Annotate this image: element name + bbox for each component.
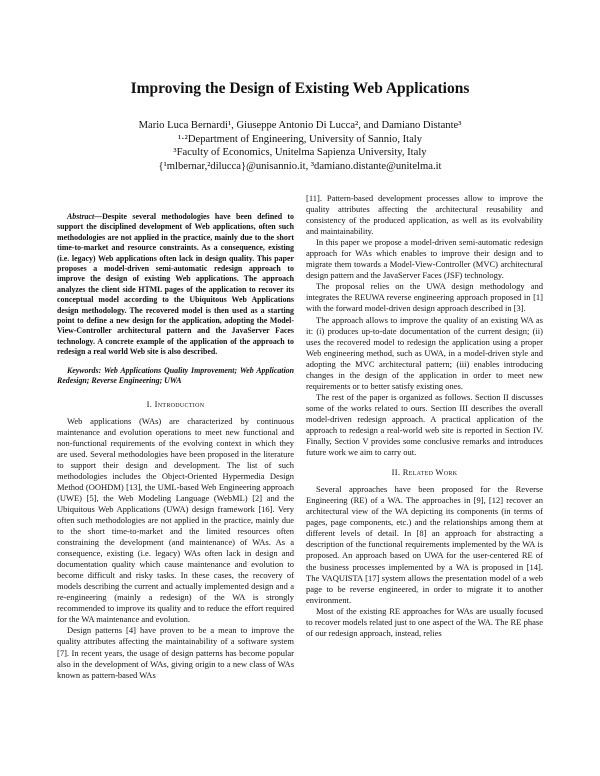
left-column xyxy=(57,212,294,681)
author-emails: {¹mlbernar,²dilucca}@unisannio.it, ³damiano.distante@unitelma.it xyxy=(158,160,442,172)
right-column xyxy=(306,193,543,639)
body-paragraph: The approach allows to improve the quality of an existing WA as it: (i) produces up-to-date documentation of the current design; (ii) uses the recovered model to redesign the application using a proper Web engineering method, such as UWA, in a model-driven style and adopting the MVC architectural pattern; (iii) enables introducing changes in the design of the application in order to meet new requirements or to better satisfy existing ones. xyxy=(306,314,543,391)
author-block xyxy=(0,119,600,173)
author-names: Mario Luca Bernardi¹, Giuseppe Antonio Di Lucca², and Damiano Distante³ xyxy=(138,120,462,131)
abstract-lead: Abstract xyxy=(67,212,95,221)
keywords: Keywords: Web Applications Quality Improvement; Web Application Redesign; Reverse Engineering; UWA xyxy=(57,365,294,386)
affiliation-2: ³Faculty of Economics, Unitelma Sapienza University, Italy xyxy=(173,147,427,159)
body-paragraph: The rest of the paper is organized as follows. Section II discusses some of the works related to ours. Section III describes the overall model-driven redesign approach. A practical application of the approach to redesign a real-world web site is reported in Section IV. Finally, Section V provides some conclusive remarks and introduces future work we aim to carry out. xyxy=(306,391,543,458)
affiliation-1: ¹·²Department of Engineering, University of Sannio, Italy xyxy=(177,133,423,145)
intro-paragraph: Design patterns [4] have proven to be a mean to improve the quality attributes affecting the maintainability of a software system [7]. In recent years, the usage of design patterns has become popular also in the development of WAs, giving origin to a new class of WAs known as pattern-based WAs xyxy=(57,625,294,680)
related-paragraph: Most of the existing RE approaches for WAs are usually focused to recover models related just to one aspect of the WA. The RE phase of our redesign approach, instead, relies xyxy=(306,605,543,638)
related-paragraph: Several approaches have been proposed for the Reverse Engineering (RE) of a WA. The approaches in [9], [12] recover an architectural view of the WA depicting its components (in terms of pages, page components, etc.) and the relationships among them at different levels of detail. In [8] an approach for abstracting a description of the functional requirements implemented by the WA is proposed. An approach based on UWA for the user-centered RE of the business processes implemented by a WA is proposed in [14]. The VAQUISTA [17] system allows the presentation model of a web page to be reverse engineered, in order to migrate it to another environment. xyxy=(306,484,543,605)
section-heading-introduction: I. Introduction xyxy=(146,398,205,409)
paper-title: Improving the Design of Existing Web Applications xyxy=(130,80,470,97)
body-paragraph: [11]. Pattern-based development processes allow to improve the quality attributes affecting the architectural reusability and consistency of the produced application, as well as its evolvability and maintainability. xyxy=(306,193,543,237)
body-paragraph: The proposal relies on the UWA design methodology and integrates the REUWA reverse engineering approach proposed in [1] with the forward model-driven design approach described in [3]. xyxy=(306,281,543,314)
abstract-text: —Despite several methodologies have been defined to support the disciplined development of Web applications, often such methodologies are not applied in the practice, mainly due to the short time-to-market and resource constraints. As a consequence, existing (i.e. legacy) Web applications often lack in design quality. This paper proposes a model-driven semi-automatic redesign approach to improve the design of existing Web applications. The approach analyzes the client side HTML pages of the application to recover its conceptual model according to the Ubiquitous Web Applications design methodology. The recovered model is then used as a starting point to define a new design for the application, adopting the Model-View-Controller architectural pattern and the JavaServer Faces technology. A concrete example of the application of the approach to redesign a real world Web site is also described. xyxy=(57,212,294,357)
body-paragraph: In this paper we propose a model-driven semi-automatic redesign approach for WAs which enables to improve their design and to migrate them towards a Model-View-Controller (MVC) architectural design pattern and the JavaServer Faces (JSF) technology. xyxy=(306,237,543,281)
intro-paragraph: Web applications (WAs) are characterized by continuous maintenance and evolution operations to meet new functional and non-functional requirements of the evolving context in which they are used. Several methodologies have been proposed in the literature to support their design and development. The list of such methodologies includes the Object-Oriented Hypermedia Design Method (OOHDM) [13], the UML-based Web Engineering approach (UWE) [5], the Web Modeling Language (WebML) [2] and the Ubiquitous Web Applications (UWA) design framework [16]. Very often such methodologies are not applied in the practice, mainly due to the short time-to-market and the limited resources often constraining the development (and maintenance) of WAs. As a consequence, existing (i.e. legacy) WAs often lack in design and documentation quality which cause maintenance and evolution to become difficult and risky tasks. In these cases, the recovery of models describing the current and actually implemented design and a re-engineering (mainly a redesign) of the WA is strongly recommended to improve its quality and to reduce the effort required for the WA maintenance and evolution. xyxy=(57,415,294,625)
section-heading-related-work: II. Related Work xyxy=(391,467,458,478)
abstract xyxy=(57,212,294,358)
